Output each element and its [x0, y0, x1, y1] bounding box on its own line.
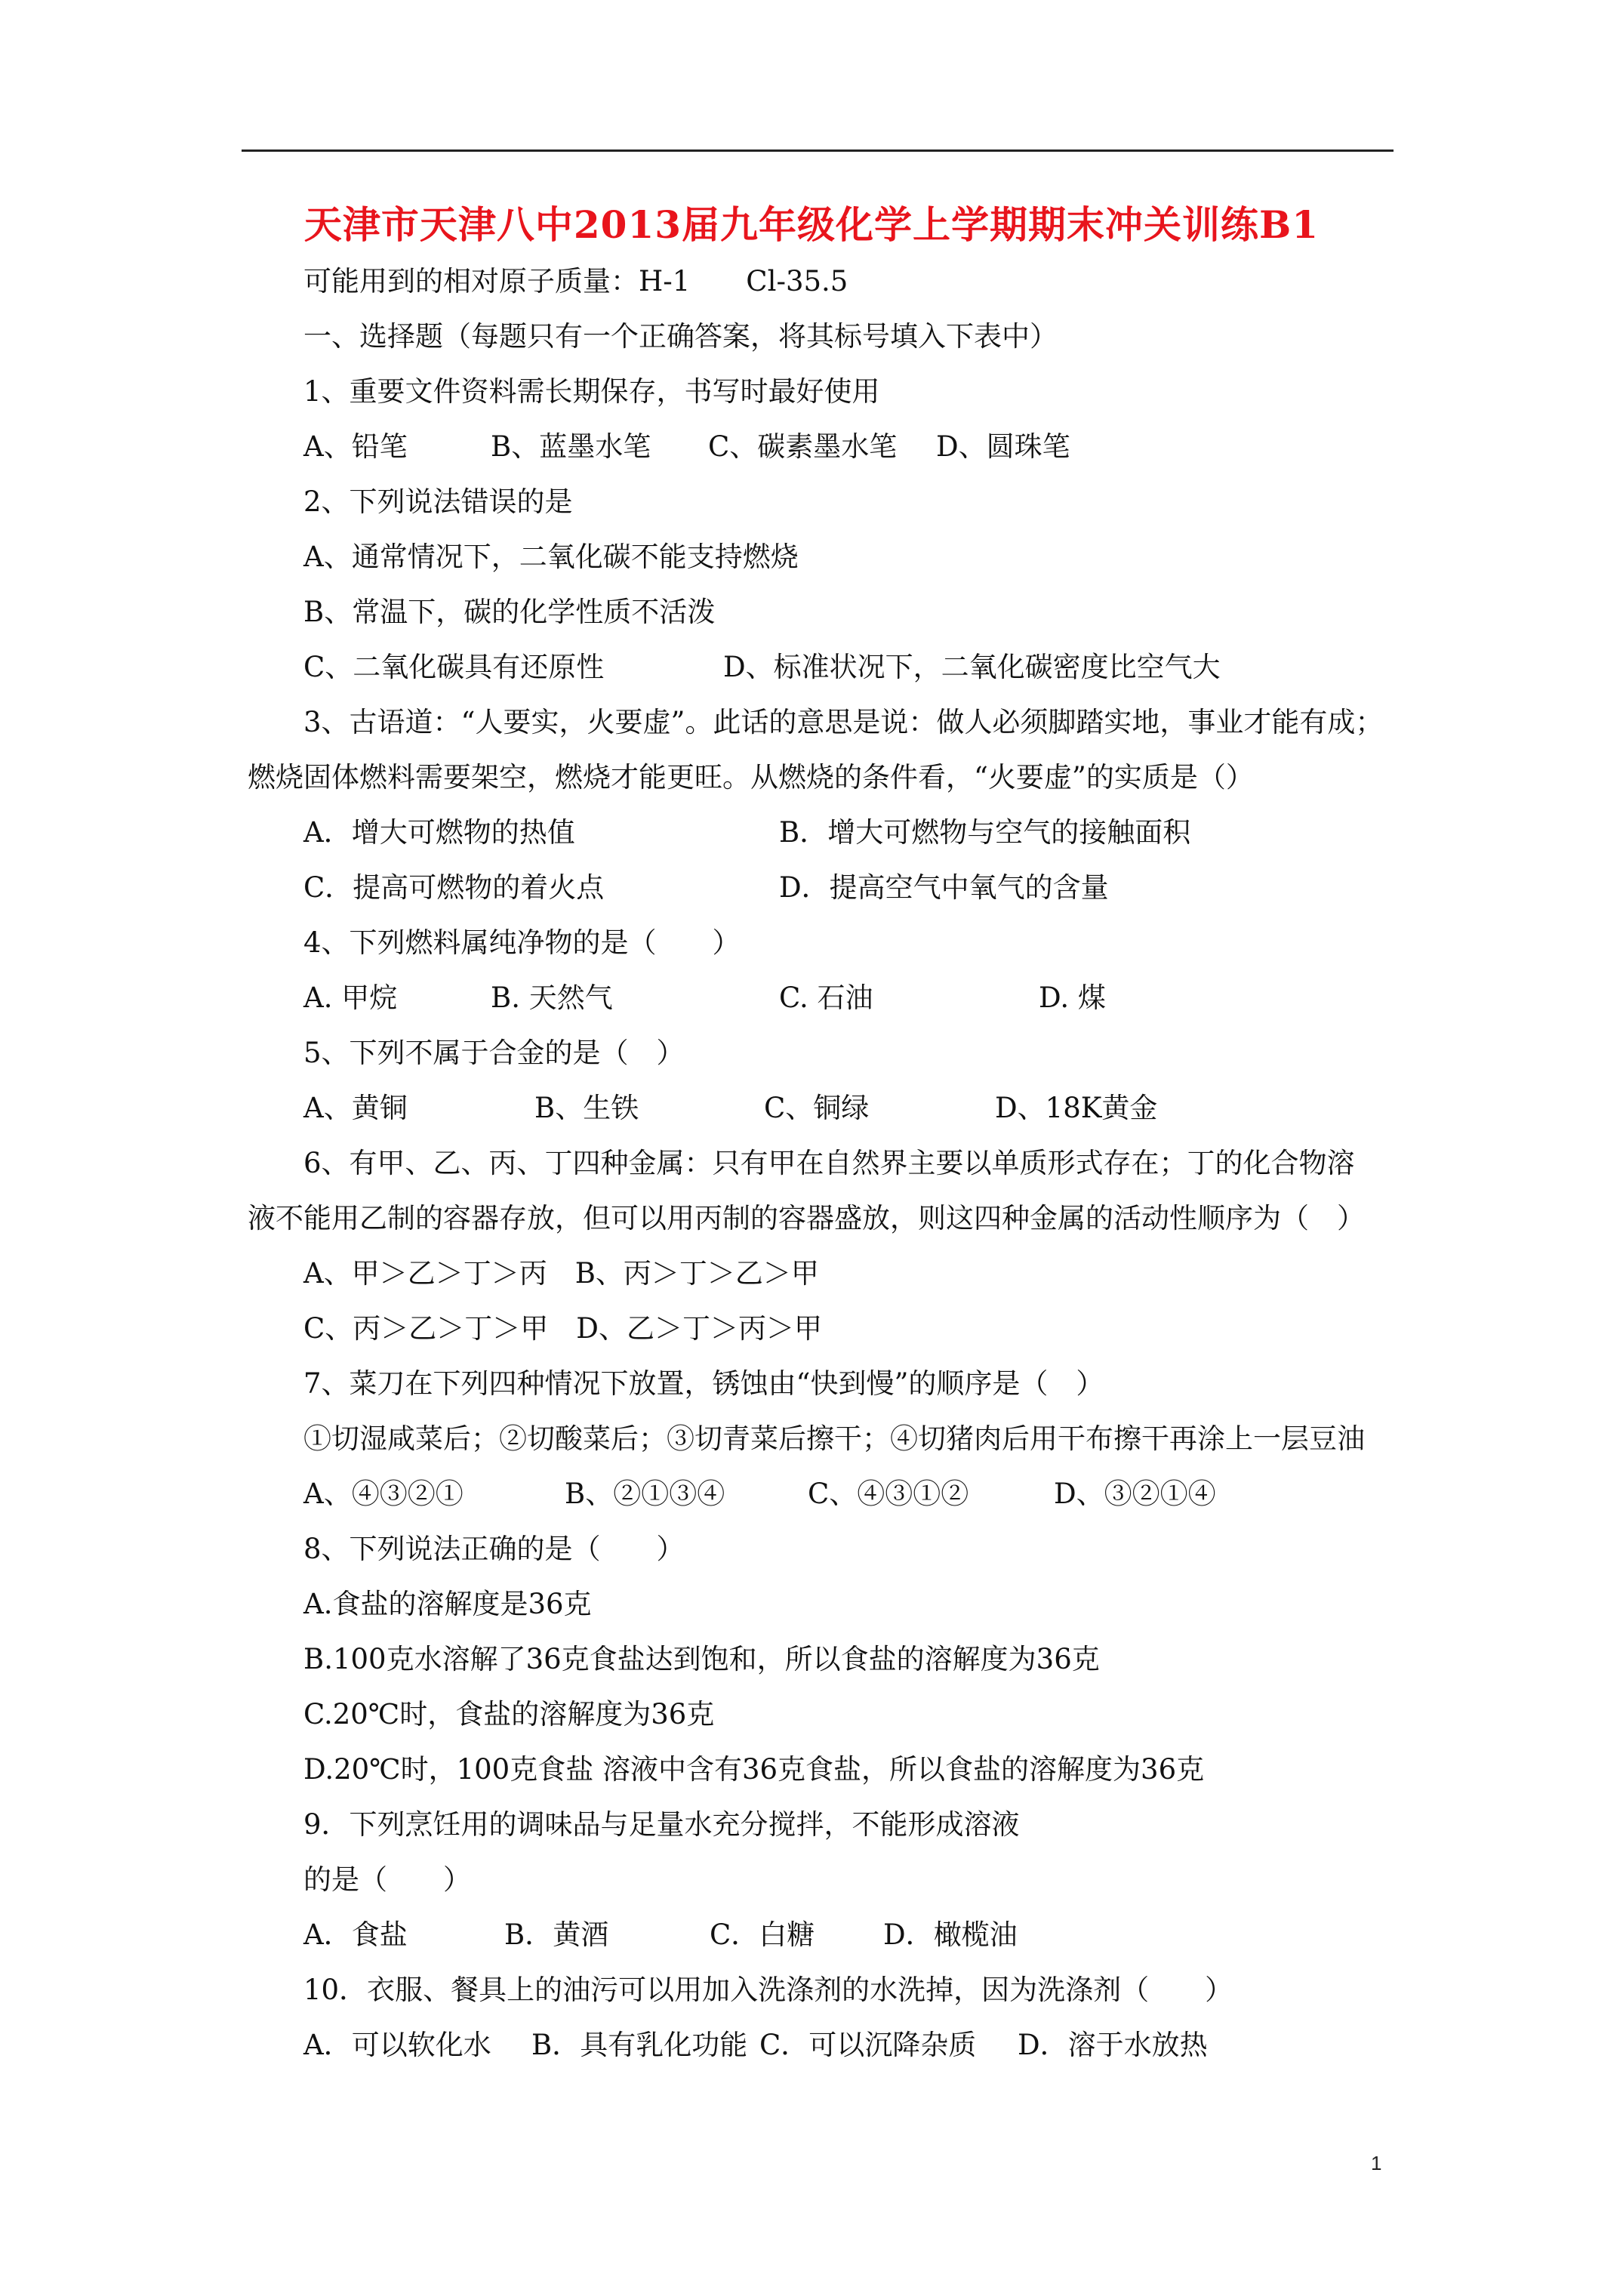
option-c: C、碳素墨水笔 [708, 430, 898, 463]
option-b: B、②①③④ [565, 1478, 725, 1510]
option-d: D、圆珠笔 [936, 430, 1070, 463]
option-c: C、铜绿 [764, 1092, 870, 1124]
question-3-line-1: 3、古语道：“人要实，火要虚”。此话的意思是说：做人必须脚踏实地，事业才能有成； [303, 706, 1384, 738]
question-9-line-1: 9．下列烹饪用的调味品与足量水充分搅拌，不能形成溶液 [303, 1808, 1020, 1841]
option-a: A、④③②① [303, 1478, 463, 1510]
question-2-option-a: A、通常情况下，二氧化碳不能支持燃烧 [303, 541, 799, 573]
option-c: C、④③①② [808, 1478, 969, 1510]
question-8: 8、下列说法正确的是（ ） [303, 1533, 685, 1565]
option-d: D、标准状况下，二氧化碳密度比空气大 [723, 651, 1221, 683]
option-b: B. 天然气 [491, 982, 613, 1014]
option-c: C. 石油 [779, 982, 873, 1014]
option-d: D、③②①④ [1054, 1478, 1216, 1510]
option-c: C．可以沉降杂质 [759, 2029, 977, 2061]
header-rule [242, 149, 1394, 152]
question-5: 5、下列不属于合金的是（ ） [303, 1037, 685, 1069]
question-8-option-b: B.100克水溶解了36克食盐达到饱和，所以食盐的溶解度为36克 [303, 1643, 1100, 1675]
option-a: A、黄铜 [303, 1092, 408, 1124]
option-d: D．橄榄油 [883, 1918, 1018, 1951]
question-8-option-a: A.食盐的溶解度是36克 [303, 1588, 592, 1620]
question-8-option-c: C.20℃时，食盐的溶解度为36克 [303, 1698, 715, 1730]
option-b: B、生铁 [534, 1092, 639, 1124]
option-d: D. 煤 [1039, 982, 1106, 1014]
option-a: A．可以软化水 [303, 2029, 491, 2061]
option-a: A．食盐 [303, 1918, 408, 1951]
option-d: D、18K黄金 [995, 1092, 1158, 1124]
question-8-option-d: D.20℃时，100克食盐 溶液中含有36克食盐，所以食盐的溶解度为36克 [303, 1753, 1205, 1786]
question-7: 7、菜刀在下列四种情况下放置，锈蚀由“快到慢”的顺序是（ ） [303, 1367, 1104, 1400]
option-a: A. 甲烷 [303, 982, 398, 1014]
option-c: C、二氧化碳具有还原性 [303, 651, 605, 683]
document-title: 天津市天津八中2013届九年级化学上学期期末冲关训练B1 [303, 202, 1320, 247]
question-6-options-cd: C、丙＞乙＞丁＞甲 D、乙＞丁＞丙＞甲 [303, 1312, 822, 1345]
option-d: D．溶于水放热 [1018, 2029, 1208, 2061]
question-6-line-2: 液不能用乙制的容器存放，但可以用丙制的容器盛放，则这四种金属的活动性顺序为（ ） [248, 1202, 1365, 1234]
question-2: 2、下列说法错误的是 [303, 485, 573, 518]
option-a: A、铅笔 [303, 430, 408, 463]
question-7-cases: ①切湿咸菜后；②切酸菜后；③切青菜后擦干；④切猪肉后用干布擦干再涂上一层豆油 [303, 1422, 1365, 1455]
page-number: 1 [1371, 2152, 1382, 2174]
question-6-line-1: 6、有甲、乙、丙、丁四种金属：只有甲在自然界主要以单质形式存在；丁的化合物溶 [303, 1147, 1355, 1179]
option-b: B．黄酒 [504, 1918, 609, 1951]
option-c: C．提高可燃物的着火点 [303, 871, 605, 904]
option-b: B、蓝墨水笔 [491, 430, 651, 463]
option-b: B．具有乳化功能 [531, 2029, 748, 2061]
option-d: D．提高空气中氧气的含量 [779, 871, 1109, 904]
option-c: C．白糖 [710, 1918, 815, 1951]
question-6-options-ab: A、甲＞乙＞丁＞丙 B、丙＞丁＞乙＞甲 [303, 1257, 819, 1290]
section-heading: 一、选择题（每题只有一个正确答案，将其标号填入下表中） [303, 320, 1058, 353]
question-9-line-2: 的是（ ） [303, 1863, 471, 1896]
option-a: A．增大可燃物的热值 [303, 816, 575, 849]
question-1: 1、重要文件资料需长期保存，书写时最好使用 [303, 375, 880, 408]
question-10: 10．衣服、餐具上的油污可以用加入洗涤剂的水洗掉，因为洗涤剂（ ） [303, 1974, 1233, 2006]
atomic-mass-note: 可能用到的相对原子质量：H-1 Cl-35.5 [303, 265, 848, 297]
question-2-option-b: B、常温下，碳的化学性质不活泼 [303, 596, 716, 628]
question-3-line-2: 燃烧固体燃料需要架空，燃烧才能更旺。从燃烧的条件看，“火要虚”的实质是（） [248, 761, 1254, 794]
option-b: B．增大可燃物与空气的接触面积 [779, 816, 1191, 849]
question-4: 4、下列燃料属纯净物的是（ ） [303, 926, 741, 959]
